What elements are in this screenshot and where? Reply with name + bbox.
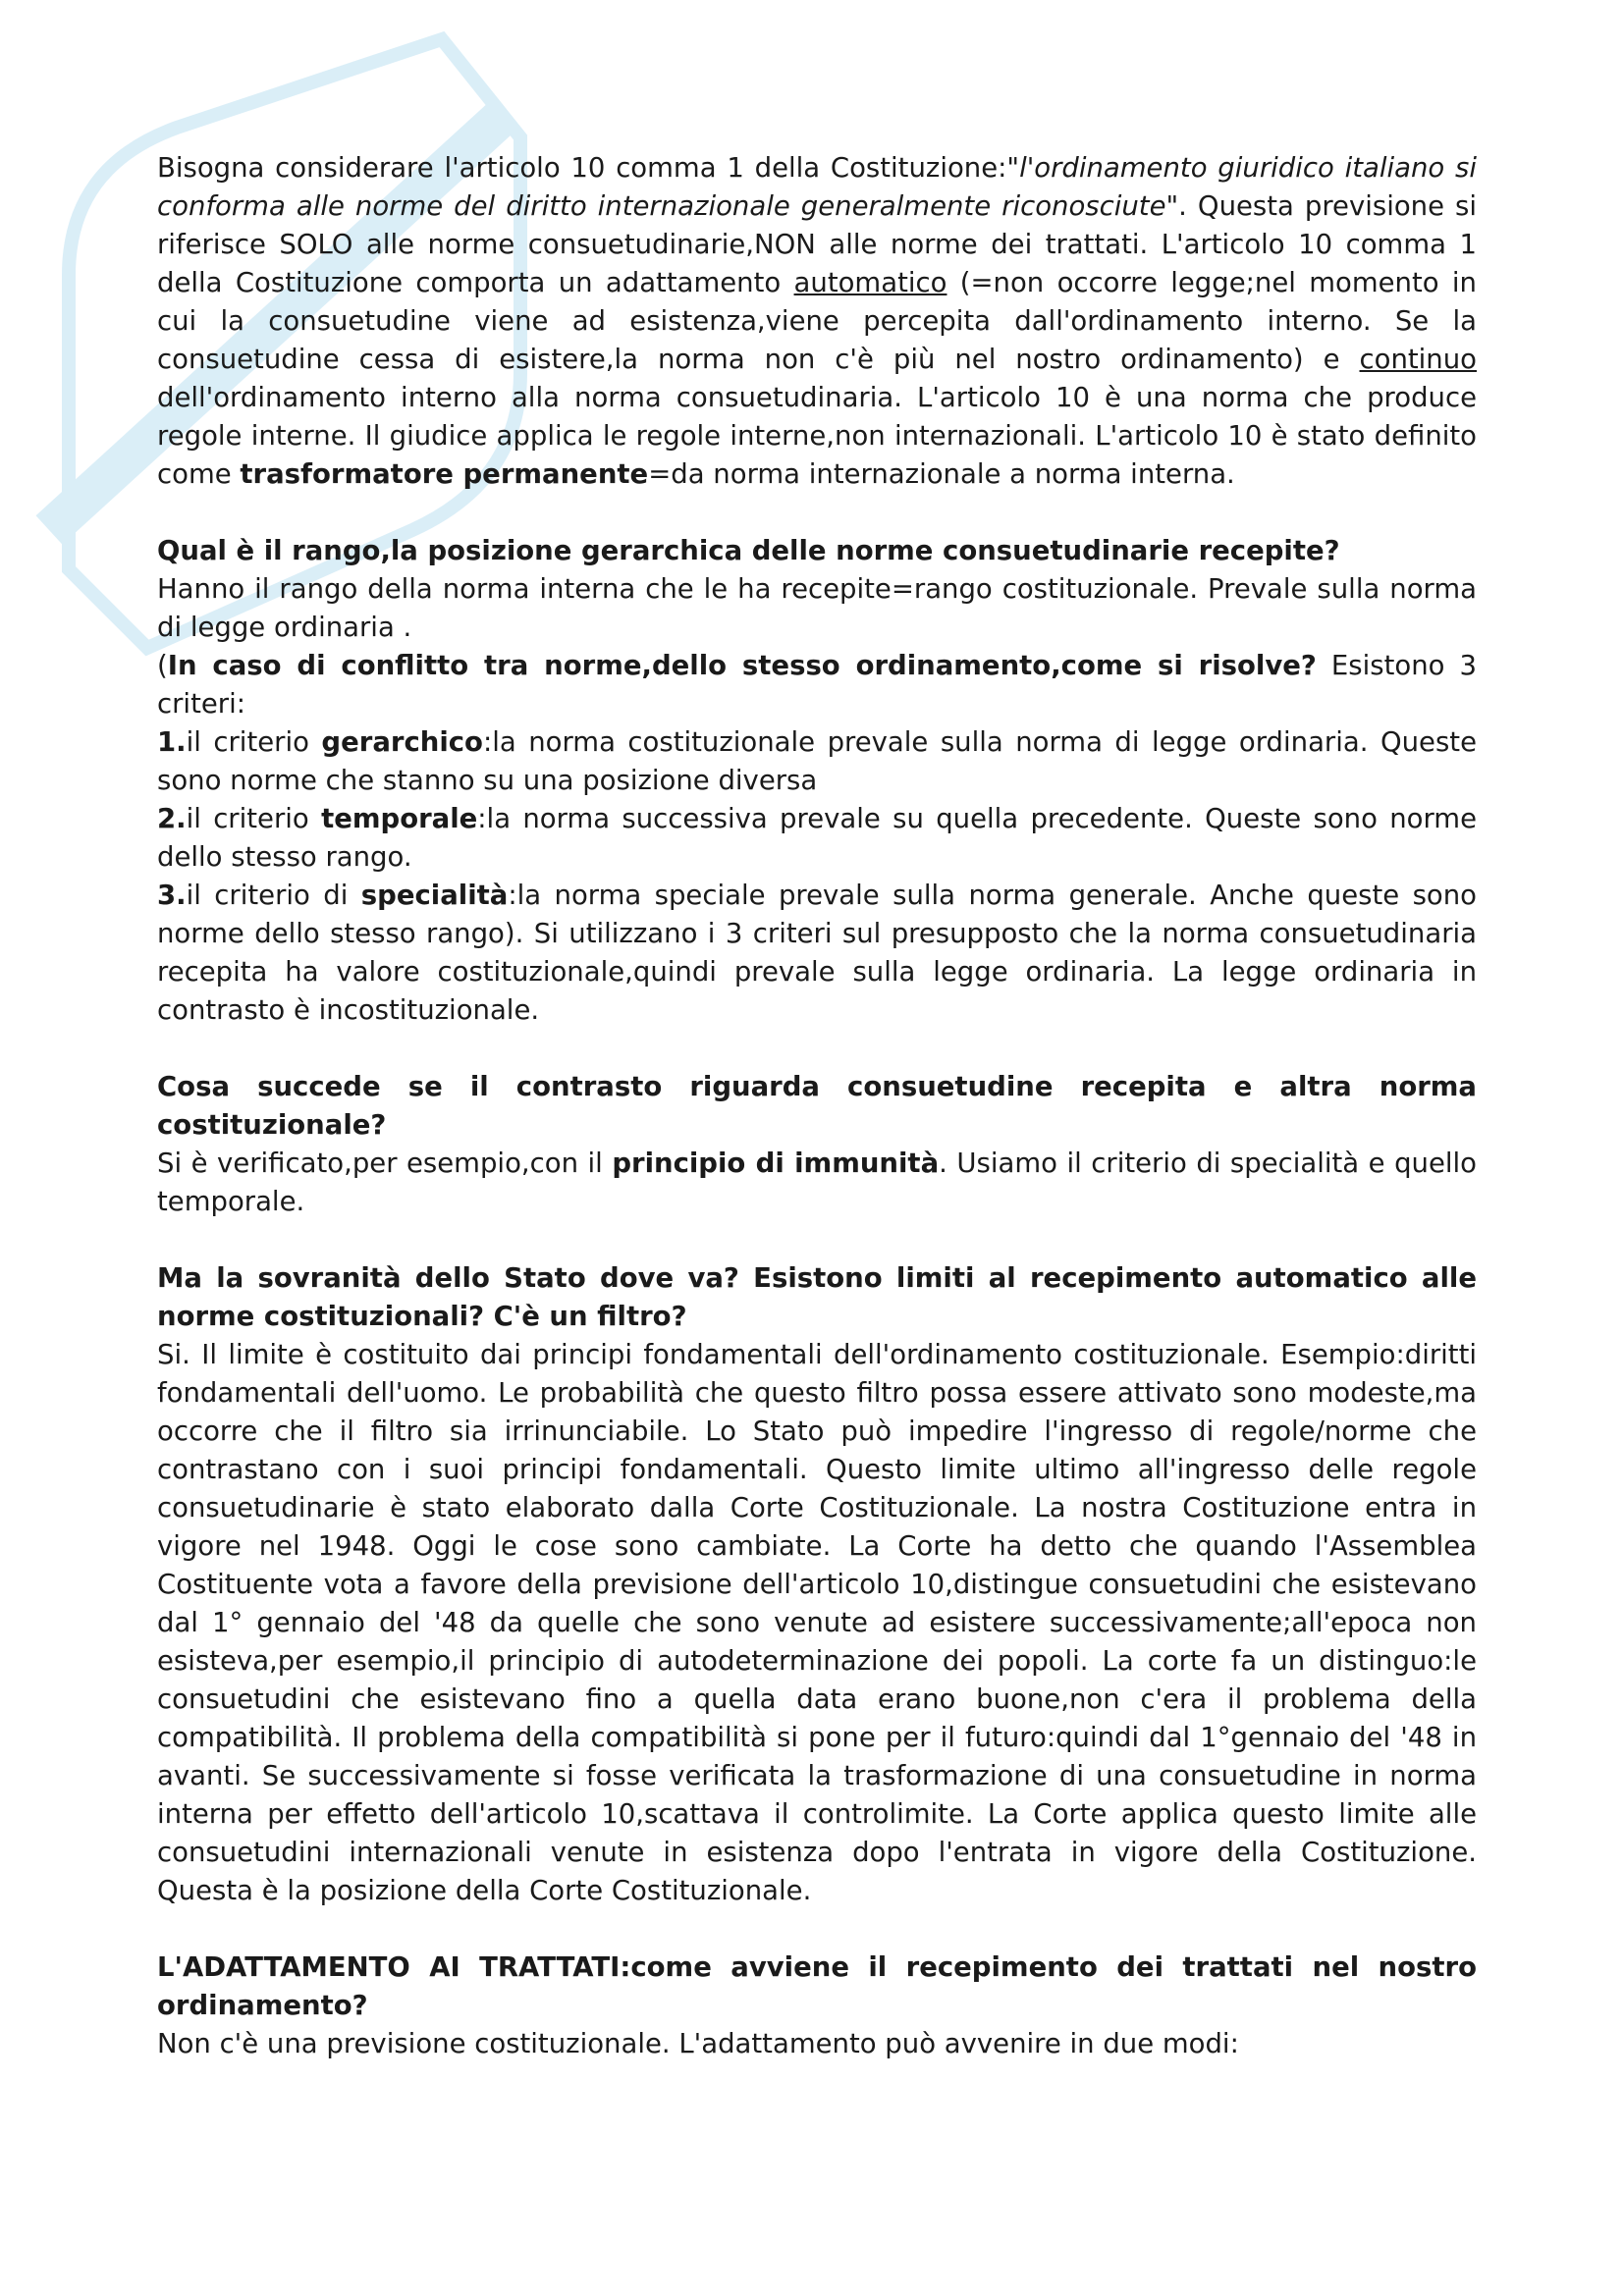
criterion-item: 2.il criterio temporale:la norma successiva prevale su quella precedente. Queste sono norme dello stesso rango. xyxy=(157,803,1478,873)
answer-sovranita: Si. Il limite è costituito dai principi fondamentali dell'ordinamento costituzionale. Esempio:diritti fondamentali dell'uomo. Le probabilità che questo filtro possa essere attivato sono modeste,ma occorre che il filtro sia irrinunciabile. Lo Stato può impedire l'ingresso di regole/norme che contrastano con i suoi principi fondamentali. Questo limite ultimo all'ingresso delle regole consuetudinarie è stato elaborato dalla Corte Costituzionale. La nostra Costituzione entra in vigore nel 1948. Oggi le cose sono cambiate. La Corte ha detto che quando l'Assemblea Costituente vota a favore della previsione dell'articolo 10,distingue consuetudini che esistevano dal 1° gennaio del '48 da quelle che sono venute ad esistere successivamente;all'epoca non esisteva,per esempio,il principio di autodeterminazione dei popoli. La corte fa un distinguo:le consuetudini che esistevano fino a quella data erano buone,non c'era il problema della compatibilità. Il problema della compatibilità si pone per il futuro:quindi dal 1°gennaio del '48 in avanti. Se successivamente si fosse verificata la trasformazione di una consuetudine in norma interna per effetto dell'articolo 10,scattava il controlimite. La Corte applica questo limite alle consuetudini internazionali venute in esistenza dopo l'entrata in vigore della Costituzione. Questa è la posizione della Corte Costituzionale. xyxy=(157,1339,1477,1906)
underlined-automatico: automatico xyxy=(793,267,947,298)
intro-paragraph: Bisogna considerare l'articolo 10 comma 1 della Costituzione:"l'ordinamento giuridico italiano si conforma alle norme del diritto internazionale generalmente riconosciute". Questa previsione si riferisce SOLO alle norme consuetudinarie,NON alle norme dei trattati. L'articolo 10 comma 1 della Costituzione comporta un adattamento automatico (=non occorre legge;nel momento in cui la consuetudine viene ad esistenza,viene percepita dall'ordinamento interno. Se la consuetudine cessa di esistere,la norma non c'è più nel nostro ordinamento) e continuo dell'ordinamento interno alla norma consuetudinaria. L'articolo 10 è una norma che produce regole interne. Il giudice applica le regole interne,non internazionali. L'articolo 10 è stato definito come trasformatore permanente=da norma internazionale a norma interna. xyxy=(157,152,1478,490)
criterion-item: 1.il criterio gerarchico:la norma costituzionale prevale sulla norma di legge ordinaria. Queste sono norme che stanno su una posizione diversa xyxy=(157,726,1477,796)
conflict-intro: (In caso di conflitto tra norme,dello stesso ordinamento,come si risolve? Esistono 3 criteri: xyxy=(157,650,1477,720)
constitution-quote: l'ordinamento giuridico italiano si conforma alle norme del diritto internazionale generalmente riconosciute xyxy=(157,152,1477,222)
document-page xyxy=(157,149,1477,2063)
underlined-continuo: continuo xyxy=(1359,344,1477,375)
question-trattati: L'ADATTAMENTO AI TRATTATI:come avviene il recepimento dei trattati nel nostro ordinamento? xyxy=(157,1951,1477,2021)
term-immunita: principio di immunità xyxy=(612,1148,940,1179)
question-conflict: In caso di conflitto tra norme,dello stesso ordinamento,come si risolve? xyxy=(167,650,1317,681)
question-sovranita: Ma la sovranità dello Stato dove va? Esistono limiti al recepimento automatico alle norme costituzionali? C'è un filtro? xyxy=(157,1262,1477,1332)
answer-rango: Hanno il rango della norma interna che le ha recepite=rango costituzionale. Prevale sulla norma di legge ordinaria . xyxy=(157,573,1477,643)
answer-contrasto: Si è verificato,per esempio,con il principio di immunità. Usiamo il criterio di specialità e quello temporale. xyxy=(157,1148,1478,1217)
term-trasformatore: trasformatore permanente xyxy=(240,458,649,490)
criterion-item: 3.il criterio di specialità:la norma speciale prevale sulla norma generale. Anche queste sono norme dello stesso rango). Si utilizzano i 3 criteri sul presupposto che la norma consuetudinaria recepita ha valore costituzionale,quindi prevale sulla legge ordinaria. La legge ordinaria in contrasto è incostituzionale. xyxy=(157,880,1477,1026)
question-contrasto: Cosa succede se il contrasto riguarda consuetudine recepita e altra norma costituzionale? xyxy=(157,1071,1477,1141)
answer-trattati: Non c'è una previsione costituzionale. L'adattamento può avvenire in due modi: xyxy=(157,2028,1239,2059)
question-rango: Qual è il rango,la posizione gerarchica delle norme consuetudinarie recepite? xyxy=(157,535,1340,566)
